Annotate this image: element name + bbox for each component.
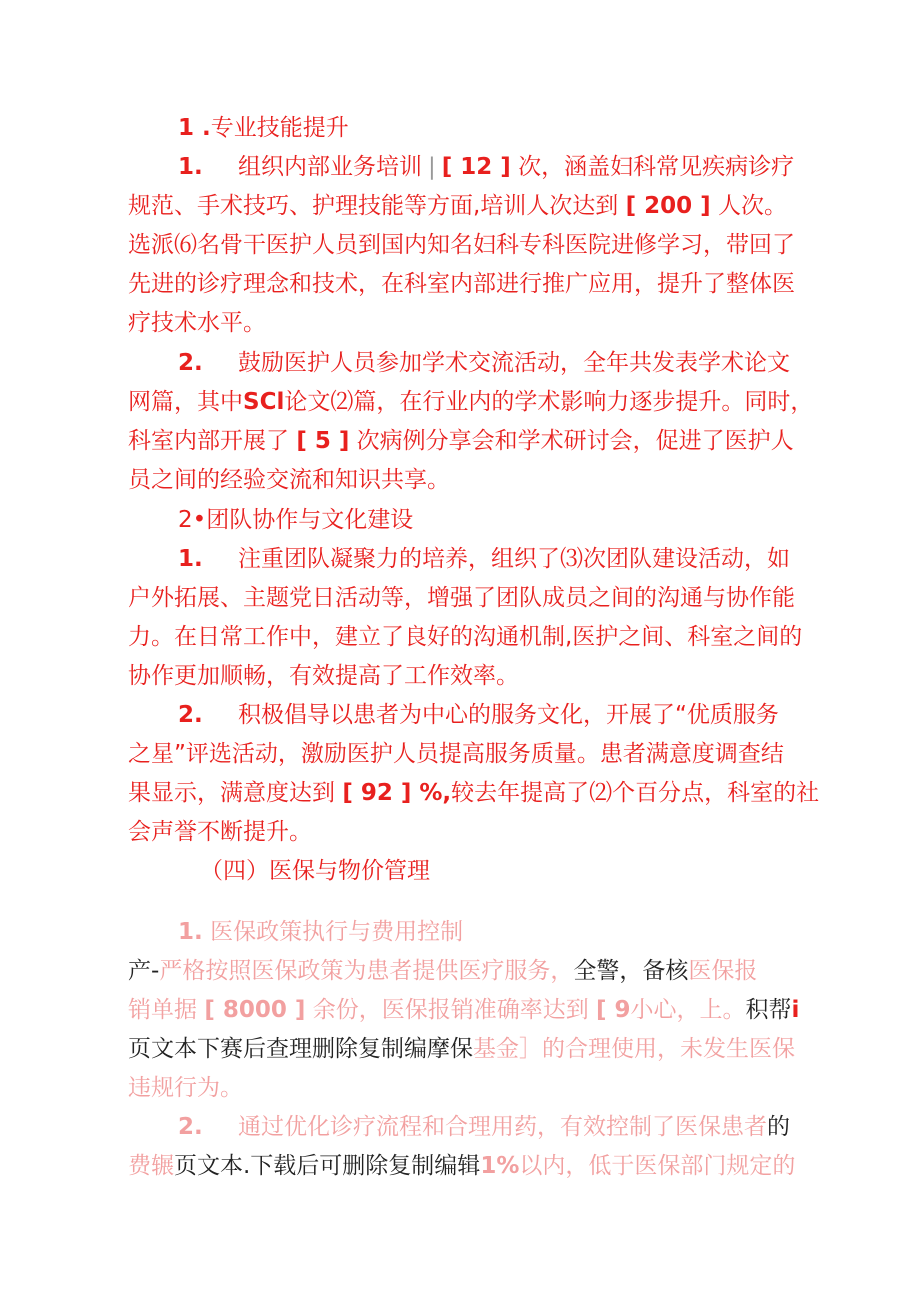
paragraph-line: 力。在日常工作中，建立了良好的沟通机制,医护之间、科室之间的 [128,624,803,650]
item-number: 2. [178,1114,203,1140]
highlight-value: [ 12 ] [441,154,511,180]
paragraph-line: 违规行为。 [128,1075,243,1101]
item-number: 2. [178,350,203,376]
text-run: ］的合理使用，未发生医保 [519,1036,795,1062]
paragraph-line: 选派⑹名骨干医护人员到国内知名妇科专科医院进修学习，带回了 [128,232,795,258]
paragraph-line [178,1112,790,1142]
text-run: | [428,154,436,180]
paragraph-line [128,387,813,417]
section-number: 1. [178,919,203,945]
text-run: 全警， [573,958,643,984]
text-run: 人次。 [718,193,787,219]
text-run: 医保报 [688,958,758,984]
paragraph-line [128,1151,795,1181]
text-run: 小心 [630,997,677,1023]
paragraph-line [128,778,819,808]
text-run: 科室内部开展了 [128,428,289,454]
subsection-heading-policy [178,917,463,947]
paragraph-line [128,426,794,456]
section-number: 1 . [178,115,211,141]
section-heading-skills [178,113,349,143]
text-run: 页文本.下载后可删除复制编辑 [174,1153,481,1179]
text-run: 规范、手术技巧、护理技能等方面,培训人次达到 [128,193,619,219]
item-number: 1. [178,154,203,180]
paragraph-line [128,956,757,986]
text-run: 网篇，其中 [128,389,243,415]
highlight-value: [ 8000 ] [204,997,306,1023]
text-run: ，上。 [676,997,746,1023]
section-heading-insurance: （四）医保与物价管理 [200,858,430,884]
item-number: 1. [178,546,203,572]
highlight-value: [ 92 ] %, [342,780,452,806]
text-run: 页文本下赛后查理删除复制编摩保 [128,1036,473,1062]
highlight-value: 1% [480,1153,520,1179]
text-run: 的 [767,1114,790,1140]
section-title: 医保政策执行与费用控制 [210,919,464,945]
section-heading-teamwork: 2•团队协作与文化建设 [178,507,414,533]
text-run: 余份，医保报销准确率达到 [312,997,589,1023]
section-title: 专业技能提升 [210,115,349,141]
paragraph-line [178,544,790,574]
paragraph-line: 先进的诊疗理念和技术，在科室内部进行推广应用，提升了整体医 [128,271,795,297]
item-number: 2. [178,702,203,728]
paragraph-line: 员之间的经验交流和知识共享。 [128,467,450,493]
text-run: 次病例分享会和学术研讨会，促进了医护人 [356,428,794,454]
paragraph-line: 疗技术水平。 [128,310,266,336]
text-run: 次，涵盖妇科常见疾病诊疗 [518,154,795,180]
highlight-value: [ 9 [596,997,631,1023]
text-run: 积帮 [745,997,792,1023]
text-run: 积极倡导以患者为中心的服务文化，开展了“优质服务 [238,702,779,728]
text-run: 组织内部业务培训 [238,154,422,180]
text-run: 以内，低于医保部门规定的 [519,1153,796,1179]
text-run: 较去年提高了⑵个百分点，科室的社 [451,780,820,806]
text-run: 通过优化诊疗流程和合理用药，有效控制了 [238,1114,675,1140]
paragraph-line: 之星”评选活动，激励医护人员提高服务质量。患者满意度调查结 [128,741,784,767]
paragraph-line [178,700,779,730]
text-run: 基金 [473,1036,519,1062]
text-run: 医保患者 [675,1114,767,1140]
text-run: 论文⑵篇，在行业内的学术影响力逐步提升。同时， [284,389,814,415]
text-run: SCl [243,389,285,415]
text-run: 严格按照医保政策为患者提供医疗服务， [159,958,574,984]
paragraph-line [178,348,790,378]
text-run: 销单据 [128,997,197,1023]
paragraph-line: 会声誉不断提升。 [128,819,312,845]
paragraph-line: 户外拓展、主题党日活动等，增强了团队成员之间的沟通与协作能 [128,585,795,611]
highlight-value: [ 5 ] [296,428,350,454]
paragraph-line [128,995,799,1025]
paragraph-line [128,191,787,221]
highlight-value: [ 200 ] [625,193,711,219]
text-run: 鼓励医护人员参加学术交流活动，全年共发表学术论文 [238,350,790,376]
text-run: i [791,997,800,1023]
text-run: 注重团队凝聚力的培养，组织了⑶次团队建设活动，如 [238,546,790,572]
text-run: 产- [128,958,160,984]
paragraph-line: 协作更加顺畅，有效提高了工作效率。 [128,663,519,689]
text-run: 果显示，满意度达到 [128,780,335,806]
paragraph-line [178,152,794,182]
text-run: 费辗 [128,1153,174,1179]
paragraph-line [128,1034,795,1064]
text-run: 备核 [642,958,689,984]
